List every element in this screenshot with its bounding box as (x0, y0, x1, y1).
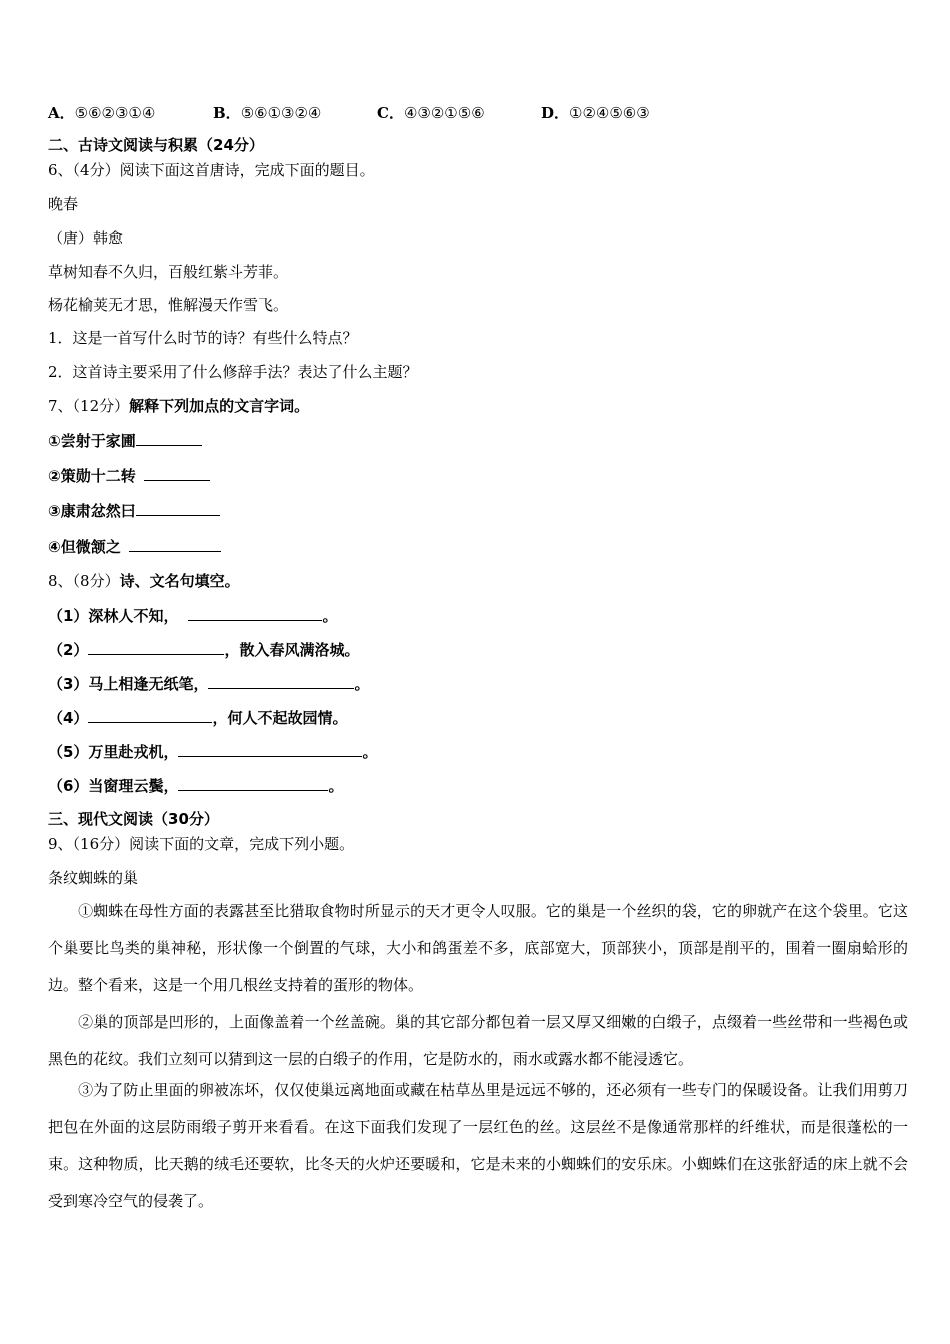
option-letter: C． (377, 104, 404, 122)
option-letter: D． (541, 104, 570, 122)
option-letter: A． (48, 104, 75, 122)
q7-item-text: ②策勋十二转 (48, 467, 136, 485)
q8-item-3 (48, 673, 369, 694)
article-paragraph-2 (48, 1004, 908, 1078)
q7-item-1 (48, 430, 202, 451)
q7-item-text: ③康肃忿然曰 (48, 502, 136, 520)
poem-author: （唐）韩愈 (48, 229, 124, 247)
answer-blank[interactable] (178, 741, 362, 757)
option-text: ④③②①⑤⑥ (403, 104, 485, 122)
q7-item-2 (48, 465, 210, 486)
answer-blank[interactable] (136, 500, 220, 516)
q8-item-post: 。 (354, 675, 370, 693)
answer-blank[interactable] (188, 605, 322, 621)
answer-blank[interactable] (178, 775, 328, 791)
q8-item-2 (48, 639, 359, 660)
q7-item-4 (48, 536, 221, 557)
option-letter: B． (213, 104, 241, 122)
answer-blank[interactable] (208, 673, 354, 689)
poem-title: 晚春 (48, 195, 79, 213)
q7-item-text: ④但微颔之 (48, 538, 121, 556)
answer-blank[interactable] (144, 465, 210, 481)
q8-item-post: 。 (362, 743, 378, 761)
option-d (541, 102, 650, 123)
q7-stem (48, 396, 309, 416)
answer-blank[interactable] (129, 536, 221, 552)
q8-item-pre: （1）深林人不知， (48, 607, 179, 625)
article-paragraph-3 (48, 1072, 908, 1220)
option-text: ①②④⑤⑥③ (569, 104, 650, 122)
poem-line-2: 杨花榆荚无才思，惟解漫天作雪飞。 (48, 296, 289, 314)
q7-item-text: ①尝射于家圃 (48, 432, 136, 450)
answer-blank[interactable] (88, 639, 224, 655)
q7-prefix: 7、（12分） (48, 397, 130, 415)
q7-instruction: 解释下列加点的文言字词。 (129, 397, 310, 415)
q8-item-pre: （6）当窗理云鬓， (48, 777, 179, 795)
q8-item-post: ，何人不起故园情。 (212, 709, 348, 727)
q6-sub-2: 2．这首诗主要采用了什么修辞手法？表达了什么主题？ (48, 363, 418, 381)
paragraph-text: ③为了防止里面的卵被冻坏，仅仅使巢远离地面或藏在枯草丛里是远远不够的，还必须有一些专门的保暖设备。让我们用剪刀把包在外面的这层防雨缎子剪开来看看。在这下面我们发现了一层红色的丝。这层丝不是像通常那样的纤维状，而是很蓬松的一束。这种物质，比天鹅的绒毛还要软，比冬天的火炉还要暖和，它是未来的小蜘蛛们的安乐床。小蜘蛛们在这张舒适的床上就不会受到寒冷空气的侵袭了。 (48, 1081, 908, 1210)
q8-instruction: 诗、文名句填空。 (119, 572, 240, 590)
option-a (48, 102, 155, 123)
q8-item-post: 。 (322, 607, 338, 625)
option-text: ⑤⑥②③①④ (74, 104, 156, 122)
option-text: ⑤⑥①③②④ (240, 104, 322, 122)
answer-blank[interactable] (88, 707, 212, 723)
section2-title: 二、古诗文阅读与积累（24分） (48, 136, 264, 154)
q8-item-post: 。 (328, 777, 344, 795)
q8-item-4 (48, 707, 347, 728)
q8-item-pre: （5）万里赴戎机， (48, 743, 179, 761)
q8-item-pre: （3）马上相逢无纸笔， (48, 675, 209, 693)
q8-item-pre: （4） (48, 709, 89, 727)
q8-stem (48, 571, 240, 591)
article-paragraph-1 (48, 893, 908, 1004)
q8-prefix: 8、（8分） (48, 572, 120, 590)
answer-blank[interactable] (136, 430, 202, 446)
q8-item-6 (48, 775, 343, 796)
q6-sub-1: 1．这是一首写什么时节的诗？有些什么特点？ (48, 329, 358, 347)
q8-item-post: ，散入春风满洛城。 (224, 641, 360, 659)
paragraph-text: ①蜘蛛在母性方面的表露甚至比猎取食物时所显示的天才更令人叹服。它的巢是一个丝织的袋，它的卵就产在这个袋里。它这个巢要比鸟类的巢神秘，形状像一个倒置的气球，大小和鸽蛋差不多，底部宽大，顶部狭小，顶部是削平的，围着一圈扇蛤形的边。整个看来，这是一个用几根丝支持着的蛋形的物体。 (48, 902, 908, 994)
q8-item-pre: （2） (48, 641, 89, 659)
q8-item-5 (48, 741, 377, 762)
option-b (213, 102, 321, 123)
paragraph-text: ②巢的顶部是凹形的，上面像盖着一个丝盖碗。巢的其它部分都包着一层又厚又细嫩的白缎子，点缀着一些丝带和一些褐色或黑色的花纹。我们立刻可以猜到这一层的白缎子的作用，它是防水的，雨水或露水都不能浸透它。 (48, 1013, 908, 1068)
q6-stem: 6、（4分）阅读下面这首唐诗，完成下面的题目。 (48, 161, 375, 179)
article-title: 条纹蜘蛛的巢 (48, 869, 139, 887)
poem-line-1: 草树知春不久归，百般红紫斗芳菲。 (48, 263, 289, 281)
section3-title: 三、现代文阅读（30分） (48, 810, 219, 828)
q7-item-3 (48, 500, 220, 521)
q8-item-1 (48, 605, 337, 626)
q9-stem: 9、（16分）阅读下面的文章，完成下列小题。 (48, 835, 355, 853)
option-c (377, 102, 485, 123)
